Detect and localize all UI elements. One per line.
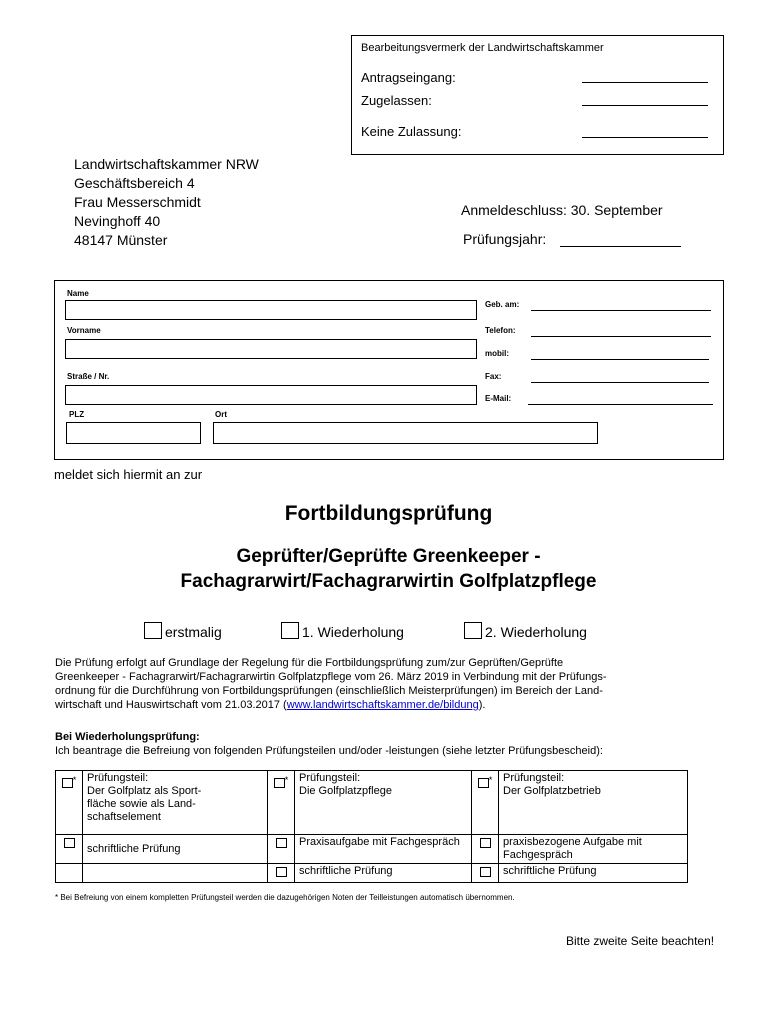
checkbox-first-repeat[interactable] (281, 622, 299, 639)
part3-header (499, 771, 688, 835)
page-subtitle-2: Fachagrarwirt/Fachagrarwirtin Golfplatzpflege (180, 571, 597, 592)
email-label: E-Mail: (485, 394, 512, 403)
exemption-cell[interactable] (268, 835, 295, 864)
footnote-star: * (284, 775, 289, 785)
rejected-line[interactable] (582, 137, 708, 138)
received-line[interactable] (582, 82, 708, 83)
part2-header (295, 771, 472, 835)
street-field[interactable] (65, 385, 477, 405)
phone-label: Telefon: (485, 326, 516, 335)
approved-label: Zugelassen: (361, 93, 432, 108)
page-subtitle-1: Geprüfter/Geprüfte Greenkeeper - (236, 546, 541, 567)
checkbox-second-repeat[interactable] (464, 622, 482, 639)
address-line: Frau Messerschmidt (74, 194, 201, 210)
part3-header-line: Prüfungsteil: (503, 772, 565, 784)
option-second-repeat-label: 2. Wiederholung (485, 624, 587, 640)
footnote-star: * (488, 775, 493, 785)
address-line: Nevinghoff 40 (74, 213, 161, 229)
option-first-attempt[interactable] (144, 622, 222, 640)
fax-line[interactable] (531, 372, 709, 383)
exemption-cell-part1[interactable] (56, 771, 83, 835)
part2-practical-label: Praxisaufgabe mit Fachgespräch (295, 835, 472, 864)
rejected-label: Keine Zulassung: (361, 124, 462, 139)
checkbox-part2[interactable] (274, 778, 285, 788)
personal-data-box (54, 280, 724, 460)
mobile-label: mobil: (485, 349, 509, 358)
repeat-exam-heading: Bei Wiederholungsprüfung: (55, 731, 200, 743)
footnote: * Bei Befreiung von einem kompletten Prüfungsteil werden die dazugehörigen Noten der Teilleistungen automatisch übernommen. (55, 893, 515, 902)
exemption-cell-part3[interactable] (472, 771, 499, 835)
checkbox-first-attempt[interactable] (144, 622, 162, 639)
address-line: Landwirtschaftskammer NRW (74, 156, 259, 172)
paragraph-line: ordnung für die Durchführung von Fortbildungsprüfungen (einschließlich Meisterprüfungen) im Bereich der Land- (55, 685, 603, 697)
part2-header-line: Die Golfplatzpflege (299, 785, 392, 797)
first-name-label: Vorname (67, 326, 101, 335)
fax-label: Fax: (485, 372, 502, 381)
checkbox-part3-written[interactable] (480, 867, 491, 877)
option-second-repeat[interactable] (464, 622, 587, 640)
part2-header-line: Prüfungsteil: (299, 772, 361, 784)
part1-header-line: schaftselement (87, 811, 161, 823)
checkbox-part1-written[interactable] (64, 838, 75, 848)
phone-line[interactable] (531, 326, 711, 337)
name-label: Name (67, 289, 89, 298)
part3-practical-label: praxisbezogene Aufgabe mit Fachgespräch (499, 835, 688, 864)
exemption-cell[interactable] (268, 864, 295, 883)
paragraph-line: Greenkeeper - Fachagrarwirt/Fachagrarwirtin Golfplatzpflege vom 26. März 2019 in Verbindung mit der Prüfungs- (55, 671, 607, 683)
checkbox-part3[interactable] (478, 778, 489, 788)
part1-header (83, 771, 268, 835)
chamber-website-link[interactable]: www.landwirtschaftskammer.de/bildung (286, 699, 479, 711)
part1-header-line: fläche sowie als Land- (87, 798, 196, 810)
option-first-attempt-label: erstmalig (165, 624, 222, 640)
zip-field[interactable] (66, 422, 201, 444)
empty-cell (56, 864, 83, 883)
email-line[interactable] (528, 394, 713, 405)
mobile-line[interactable] (531, 349, 709, 360)
address-line: 48147 Münster (74, 232, 168, 248)
footnote-star: * (72, 775, 77, 785)
exam-year-line[interactable] (560, 230, 681, 247)
checkbox-part2-practical[interactable] (276, 838, 287, 848)
intro-text: meldet sich hiermit an zur (54, 467, 203, 482)
checkbox-part2-written[interactable] (276, 867, 287, 877)
paragraph-line (55, 698, 765, 712)
page-title: Fortbildungsprüfung (284, 502, 493, 525)
paragraph-line: Die Prüfung erfolgt auf Grundlage der Regelung für die Fortbildungsprüfung zum/zur Geprüften/Geprüfte (55, 657, 564, 669)
registration-deadline: Anmeldeschluss: 30. September (461, 202, 663, 218)
zip-label: PLZ (69, 410, 85, 419)
street-label: Straße / Nr. (67, 372, 110, 381)
empty-cell (83, 864, 268, 883)
see-second-page-note: Bitte zweite Seite beachten! (566, 934, 715, 948)
exemption-cell[interactable] (472, 835, 499, 864)
part1-header-line: Der Golfplatz als Sport- (87, 785, 202, 797)
exemption-table (55, 770, 688, 883)
processing-note-header: Bearbeitungsvermerk der Landwirtschaftskammer (361, 42, 604, 54)
checkbox-part3-practical[interactable] (480, 838, 491, 848)
exemption-cell-part2[interactable] (268, 771, 295, 835)
part3-written-label: schriftliche Prüfung (499, 864, 688, 883)
repeat-exam-text: Ich beantrage die Befreiung von folgenden Prüfungsteilen und/oder -leistungen (siehe letzter Prüfungsbescheid): (55, 745, 603, 757)
checkbox-part1[interactable] (62, 778, 73, 788)
part1-header-line: Prüfungsteil: (87, 772, 149, 784)
part2-written-label: schriftliche Prüfung (295, 864, 472, 883)
exemption-cell[interactable] (56, 835, 83, 864)
exam-year-label: Prüfungsjahr: (463, 231, 547, 247)
birthdate-line[interactable] (531, 300, 711, 311)
option-first-repeat-label: 1. Wiederholung (302, 624, 404, 640)
address-line: Geschäftsbereich 4 (74, 175, 195, 191)
regulation-paragraph (55, 656, 765, 712)
processing-note-box (351, 35, 724, 155)
part1-written-label: schriftliche Prüfung (83, 835, 268, 864)
name-field[interactable] (65, 300, 477, 320)
city-label: Ort (215, 410, 227, 419)
birthdate-label: Geb. am: (485, 300, 520, 309)
paragraph-text: ). (478, 699, 486, 711)
part3-header-line: Der Golfplatzbetrieb (503, 785, 601, 797)
first-name-field[interactable] (65, 339, 477, 359)
received-label: Antragseingang: (361, 70, 456, 85)
option-first-repeat[interactable] (281, 622, 404, 640)
approved-line[interactable] (582, 105, 708, 106)
paragraph-text: wirtschaft und Hauswirtschaft vom 21.03.2017 ( (55, 699, 287, 711)
city-field[interactable] (213, 422, 598, 444)
exemption-cell[interactable] (472, 864, 499, 883)
recipient-address (74, 155, 259, 250)
